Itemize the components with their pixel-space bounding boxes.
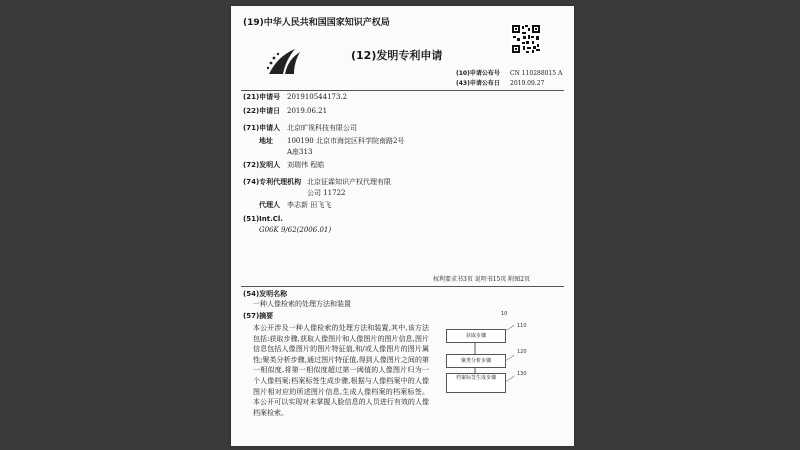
address-label: 地址 — [259, 137, 273, 145]
agent-label: 代理人 — [259, 201, 280, 209]
title-label: (54)发明名称 — [243, 290, 288, 298]
app-date-label: (22)申请日 — [243, 107, 281, 115]
flow-step-label: 获取步骤 — [465, 333, 486, 339]
pub-date: 2019.09.27 — [510, 80, 545, 87]
document-type: (12)发明专利申请 — [351, 49, 443, 62]
flow-step-box — [446, 329, 506, 343]
flow-step-num: 120 — [517, 349, 527, 355]
applicant-label: (71)申请人 — [243, 124, 281, 132]
invention-title: 一种人像检索的处理方法和装置 — [253, 300, 351, 308]
inventors: 刘瑞伟 程皓 — [287, 161, 325, 169]
applicant: 北京旷视科技有限公司 — [287, 124, 357, 132]
figure-ref: 10 — [501, 311, 508, 317]
agency-line1: 北京征霖知识产权代理有限 — [307, 178, 391, 186]
address-line2: A座313 — [287, 148, 313, 156]
app-no-label: (21)申请号 — [243, 93, 281, 101]
pub-no-label: (10)申请公布号 — [456, 70, 500, 77]
flow-step-num: 130 — [517, 371, 527, 377]
intcl-label: (51)Int.Cl. — [243, 215, 283, 223]
page-counts: 权利要求书3页 说明书15页 附图2页 — [433, 276, 531, 283]
flow-step-box — [446, 354, 506, 368]
agency-label: (74)专利代理机构 — [243, 178, 302, 186]
flow-step-label: 聚类分析步骤 — [460, 358, 491, 364]
flow-step-box — [446, 373, 506, 393]
abstract-text: 本公开涉及一种人像检索的处理方法和装置,其中,该方法包括:获取步骤,获取人像图片和人像图片的图片信息,图片信息包括人像图片的图片特征值,和/或人像图片的图片属性;聚类分析步骤,通过图片特征值,得到人像图片之间的第一相似度,将第一相似度超过第一阈值的人像图片归为一个人像档案;档案标签生成步骤,根据与人像档案中的人像图片相对应的所述图片信息,生成人像档案的档案标签。本公开可以实现对未掌握人脸信息的人员进行有效的人像档案检索。 — [253, 324, 429, 417]
figure-connectors — [231, 6, 574, 446]
abstract-label: (57)摘要 — [243, 312, 274, 320]
agency-line2: 公司 11722 — [307, 189, 346, 197]
office-name: (19)中华人民共和国国家知识产权局 — [243, 18, 390, 28]
app-date: 2019.06.21 — [287, 107, 328, 115]
patent-document — [231, 6, 574, 446]
intcl-code: G06K 9/62(2006.01) — [259, 226, 332, 234]
address-line1: 100190 北京市海淀区科学院南路2号 — [287, 137, 405, 145]
pub-no: CN 110288015 A — [510, 70, 563, 77]
flow-step-label: 档案标签生成步骤 — [455, 375, 496, 381]
pub-date-label: (43)申请公布日 — [456, 80, 500, 87]
app-no: 201910544173.2 — [287, 93, 348, 101]
flow-step-num: 110 — [517, 323, 527, 329]
inventor-label: (72)发明人 — [243, 161, 281, 169]
agents: 李志新 田飞飞 — [287, 201, 332, 209]
